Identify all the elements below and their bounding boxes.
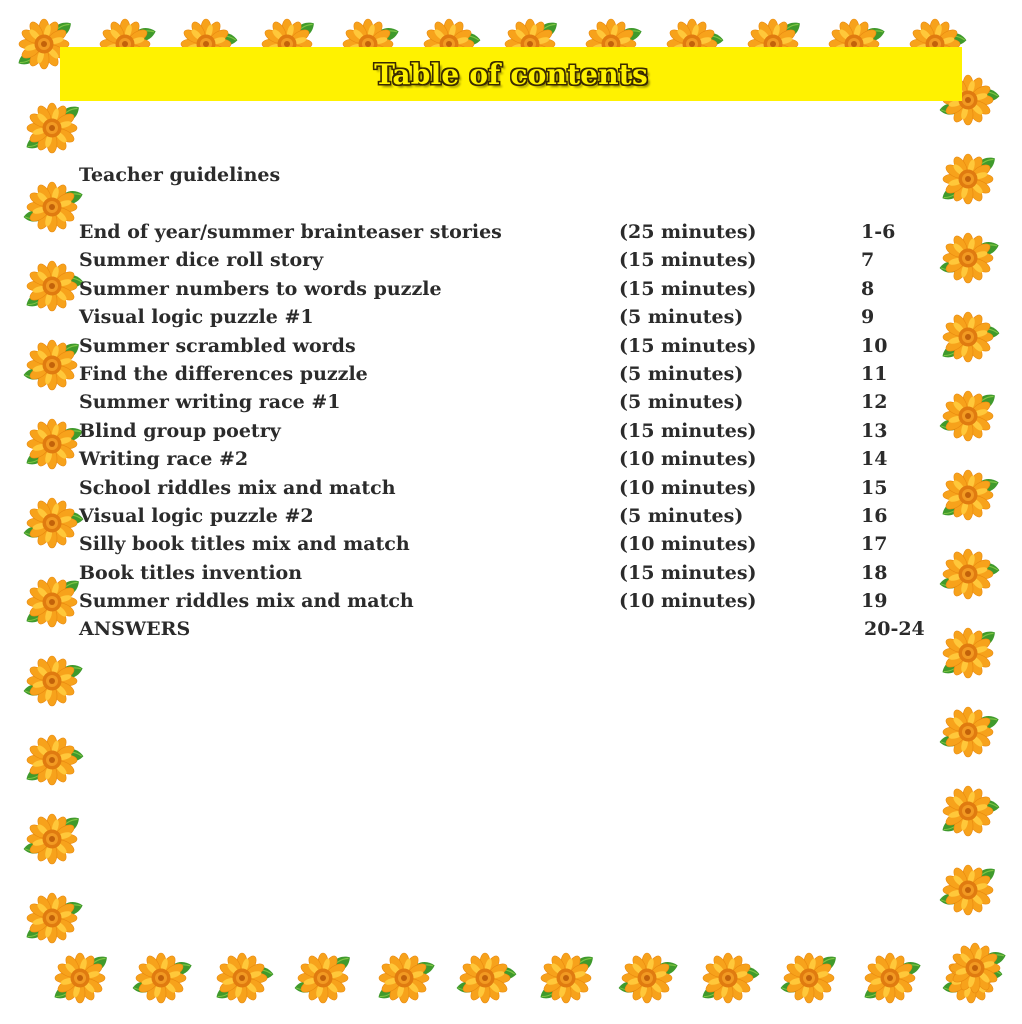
sunflower-icon [460,953,510,1003]
toc-row [79,505,949,533]
toc-entry-time: (5 minutes) [619,504,744,527]
toc-row [79,477,949,505]
toc-entry-page: 18 [861,561,888,584]
toc-entry-page: 16 [861,504,888,527]
toc-entry-title: Summer dice roll story [79,249,324,272]
toc-entry-time: (10 minutes) [619,476,757,499]
toc-row [79,533,949,561]
title-banner [60,47,962,101]
toc-entry-time: (15 minutes) [619,561,757,584]
sunflower-icon [943,549,993,599]
toc-entry-time: (10 minutes) [619,448,757,471]
toc-row [79,590,949,618]
sunflower-icon [27,656,77,706]
toc-entry-time: (25 minutes) [619,221,757,243]
toc-entry-page: 1-6 [861,221,896,243]
toc-entry-time: (15 minutes) [619,334,757,357]
toc-row [79,448,949,476]
toc-entry-page: 13 [861,419,888,442]
toc-entry-page: 10 [861,334,888,357]
toc-entry-page: 7 [861,249,875,272]
teacher-guidelines-heading: Teacher guidelines [79,164,281,186]
toc-entry-time: (10 minutes) [619,533,757,556]
toc-entry-page: 14 [861,448,888,471]
toc-entry-title: Summer riddles mix and match [79,590,414,613]
toc-row [79,618,949,646]
toc-row [79,221,949,249]
sunflower-icon [943,233,993,283]
toc-entry-time: (5 minutes) [619,306,744,329]
sunflower-icon [943,707,993,757]
toc-entry-title: Silly book titles mix and match [79,533,410,556]
toc-entry-title: Summer writing race #1 [79,391,341,414]
toc-entry-title: Book titles invention [79,561,303,584]
sunflower-icon [136,953,186,1003]
toc-entry-title: Summer numbers to words puzzle [79,277,442,300]
toc-row [79,306,949,334]
toc-entry-title: Writing race #2 [79,448,249,471]
sunflower-icon [622,953,672,1003]
sunflower-icon [27,182,77,232]
toc-row [79,278,949,306]
toc-entry-time: (15 minutes) [619,277,757,300]
sunflower-icon [27,498,77,548]
toc-entry-page: 20-24 [864,618,925,641]
toc-entry-title: Blind group poetry [79,419,281,442]
toc-entry-page: 11 [861,362,888,385]
toc-entry-page: 17 [861,533,888,556]
toc-entry-time: (15 minutes) [619,249,757,272]
toc-entry-title: Visual logic puzzle #1 [79,306,314,329]
toc-entry-title: Find the differences puzzle [79,362,368,385]
toc-entry-title: ANSWERS [79,618,191,641]
toc-row [79,249,949,277]
toc-entry-title: Summer scrambled words [79,334,356,357]
toc-row [79,420,949,448]
toc-entry-page: 9 [861,306,875,329]
toc-entry-page: 15 [861,476,888,499]
page-title: Table of contents [374,57,648,91]
toc-entry-time: (5 minutes) [619,391,744,414]
toc-row [79,391,949,419]
toc-row [79,562,949,590]
toc-entry-page: 8 [861,277,875,300]
toc-entry-time: (5 minutes) [619,362,744,385]
toc-entry-page: 12 [861,391,888,414]
toc-entry-title: Visual logic puzzle #2 [79,504,314,527]
toc-entry-title: End of year/summer brainteaser stories [79,221,502,243]
toc-list [79,221,949,647]
toc-row [79,363,949,391]
toc-entry-time: (10 minutes) [619,590,757,613]
toc-row [79,335,949,363]
toc-entry-page: 19 [861,590,888,613]
toc-entry-title: School riddles mix and match [79,476,396,499]
toc-entry-time: (15 minutes) [619,419,757,442]
